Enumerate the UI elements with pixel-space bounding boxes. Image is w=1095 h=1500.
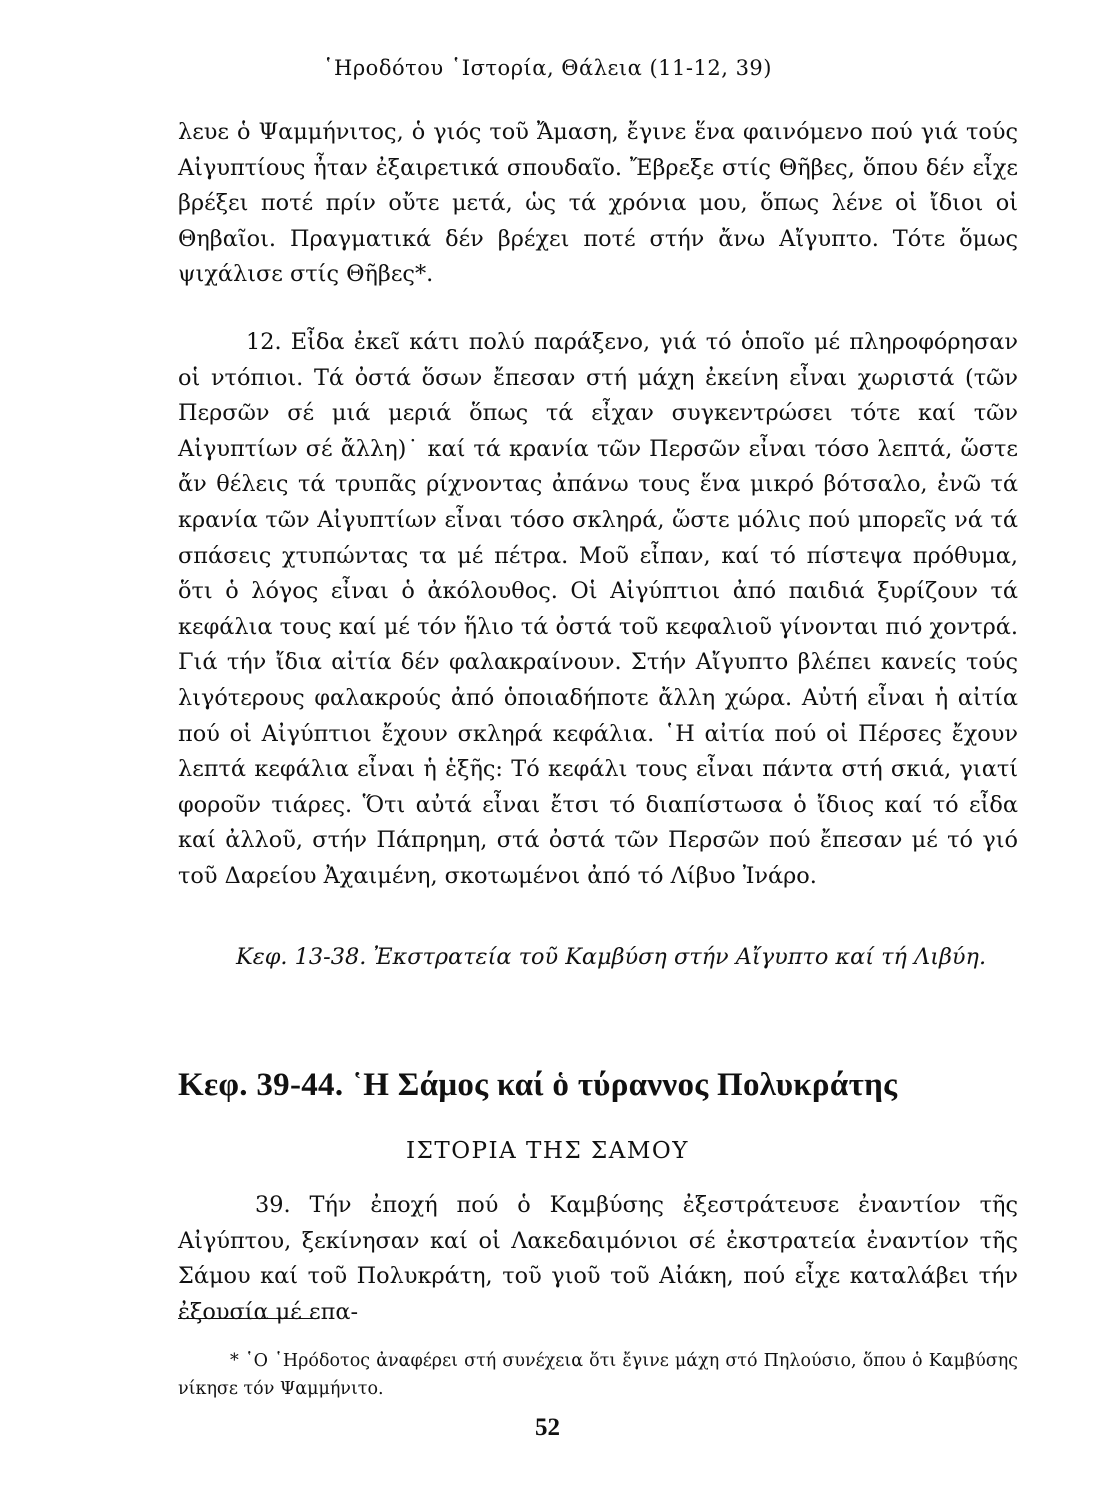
- chapter-note: Κεφ. 13-38. Ἐκστρατεία τοῦ Καμβύση στήν Αἴγυπτο καί τή Λιβύη.: [236, 944, 987, 970]
- body-paragraph-1: λευε ὁ Ψαμμήνιτος, ὁ γιός τοῦ Ἄμαση, ἔγινε ἕνα φαινόμενο πού γιά τούς Αἰγυπτίους ἦταν ἐξαιρετικά σπουδαῖο. Ἔβρεξε στίς Θῆβες, ὅπου δέν εἶχε βρέξει ποτέ πρίν οὔτε μετά, ὡς τά χρόνια μου, ὅπως λένε οἱ ἴδιοι οἱ Θηβαῖοι. Πραγματικά δέν βρέχει ποτέ στήν ἄνω Αἴγυπτο. Τότε ὅμως ψιχάλισε στίς Θῆβες*.: [178, 119, 1018, 288]
- section-subheading: ΙΣΤΟΡΙΑ ΤΗΣ ΣΑΜΟΥ: [406, 1138, 689, 1164]
- page-number: 52: [535, 1414, 560, 1441]
- footnote-divider: [178, 1318, 318, 1319]
- footnote: * ῾Ο ῾Ηρόδοτος ἀναφέρει στή συνέχεια ὅτι ἔγινε μάχη στό Πηλούσιο, ὅπου ὁ Καμβύσης νίκησε τόν Ψαμμήνιτο.: [178, 1350, 1018, 1399]
- body-paragraph-3: 39. Τήν ἐποχή πού ὁ Καμβύσης ἐξεστράτευσε ἐναντίον τῆς Αἰγύπτου, ξεκίνησαν καί οἱ Λακεδαιμόνιοι σέ ἐκστρατεία ἐναντίον τῆς Σάμου καί τοῦ Πολυκράτη, τοῦ γιοῦ τοῦ Αἰάκη, πού εἶχε καταλάβει τήν ἐξουσία μέ επα-: [178, 1192, 1018, 1325]
- running-title: ῾Ηροδότου ῾Ιστορία, Θάλεια (11-12, 39): [323, 56, 772, 80]
- body-paragraph-2: 12. Εἶδα ἐκεῖ κάτι πολύ παράξενο, γιά τό ὁποῖο μέ πληροφόρησαν οἱ ντόπιοι. Τά ὀστά ὅσων ἔπεσαν στή μάχη ἐκείνη εἶναι χωριστά (τῶν Περσῶν σέ μιά μεριά ὅπως τά εἶχαν συγκεντρώσει τότε καί τῶν Αἰγυπτίων σέ ἄλλη)˙ καί τά κρανία τῶν Περσῶν εἶναι τόσο λεπτά, ὥστε ἄν θέλεις τά τρυπᾶς ρίχνοντας ἀπάνω τους ἕνα μικρό βότσαλο, ἐνῶ τά κρανία τῶν Αἰγυπτίων εἶναι τόσο σκληρά, ὥστε μόλις πού μπορεῖς νά τά σπάσεις χτυπώντας τα μέ πέτρα. Μοῦ εἶπαν, καί τό πίστεψα πρόθυμα, ὅτι ὁ λόγος εἶναι ὁ ἀκόλουθος. Οἱ Αἰγύπτιοι ἀπό παιδιά ξυρίζουν τά κεφάλια τους καί μέ τόν ἥλιο τά ὀστά τοῦ κεφαλιοῦ γίνονται πιό χοντρά. Γιά τήν ἴδια αἰτία δέν φαλακραίνουν. Στήν Αἴγυπτο βλέπει κανείς τούς λιγότερους φαλακρούς ἀπό ὁποιαδήποτε ἄλλη χώρα. Αὐτή εἶναι ἡ αἰτία πού οἱ Αἰγύπτιοι ἔχουν σκληρά κεφάλια. ῾Η αἰτία πού οἱ Πέρσες ἔχουν λεπτά κεφάλια εἶναι ἡ ἑξῆς: Τό κεφάλι τους εἶναι πάντα στή σκιά, γιατί φοροῦν τιάρες. Ὅτι αὐτά εἶναι ἔτσι τό διαπίστωσα ὁ ἴδιος καί τό εἶδα καί ἀλλοῦ, στήν Πάπρημη, στά ὀστά τῶν Περσῶν πού ἔπεσαν μέ τό γιό τοῦ Δαρείου Ἀχαιμένη, σκοτωμένοι ἀπό τό Λίβυο Ἰνάρο.: [178, 329, 1018, 889]
- section-heading: Κεφ. 39-44. ῾Η Σάμος καί ὁ τύραννος Πολυκράτης: [178, 1067, 898, 1103]
